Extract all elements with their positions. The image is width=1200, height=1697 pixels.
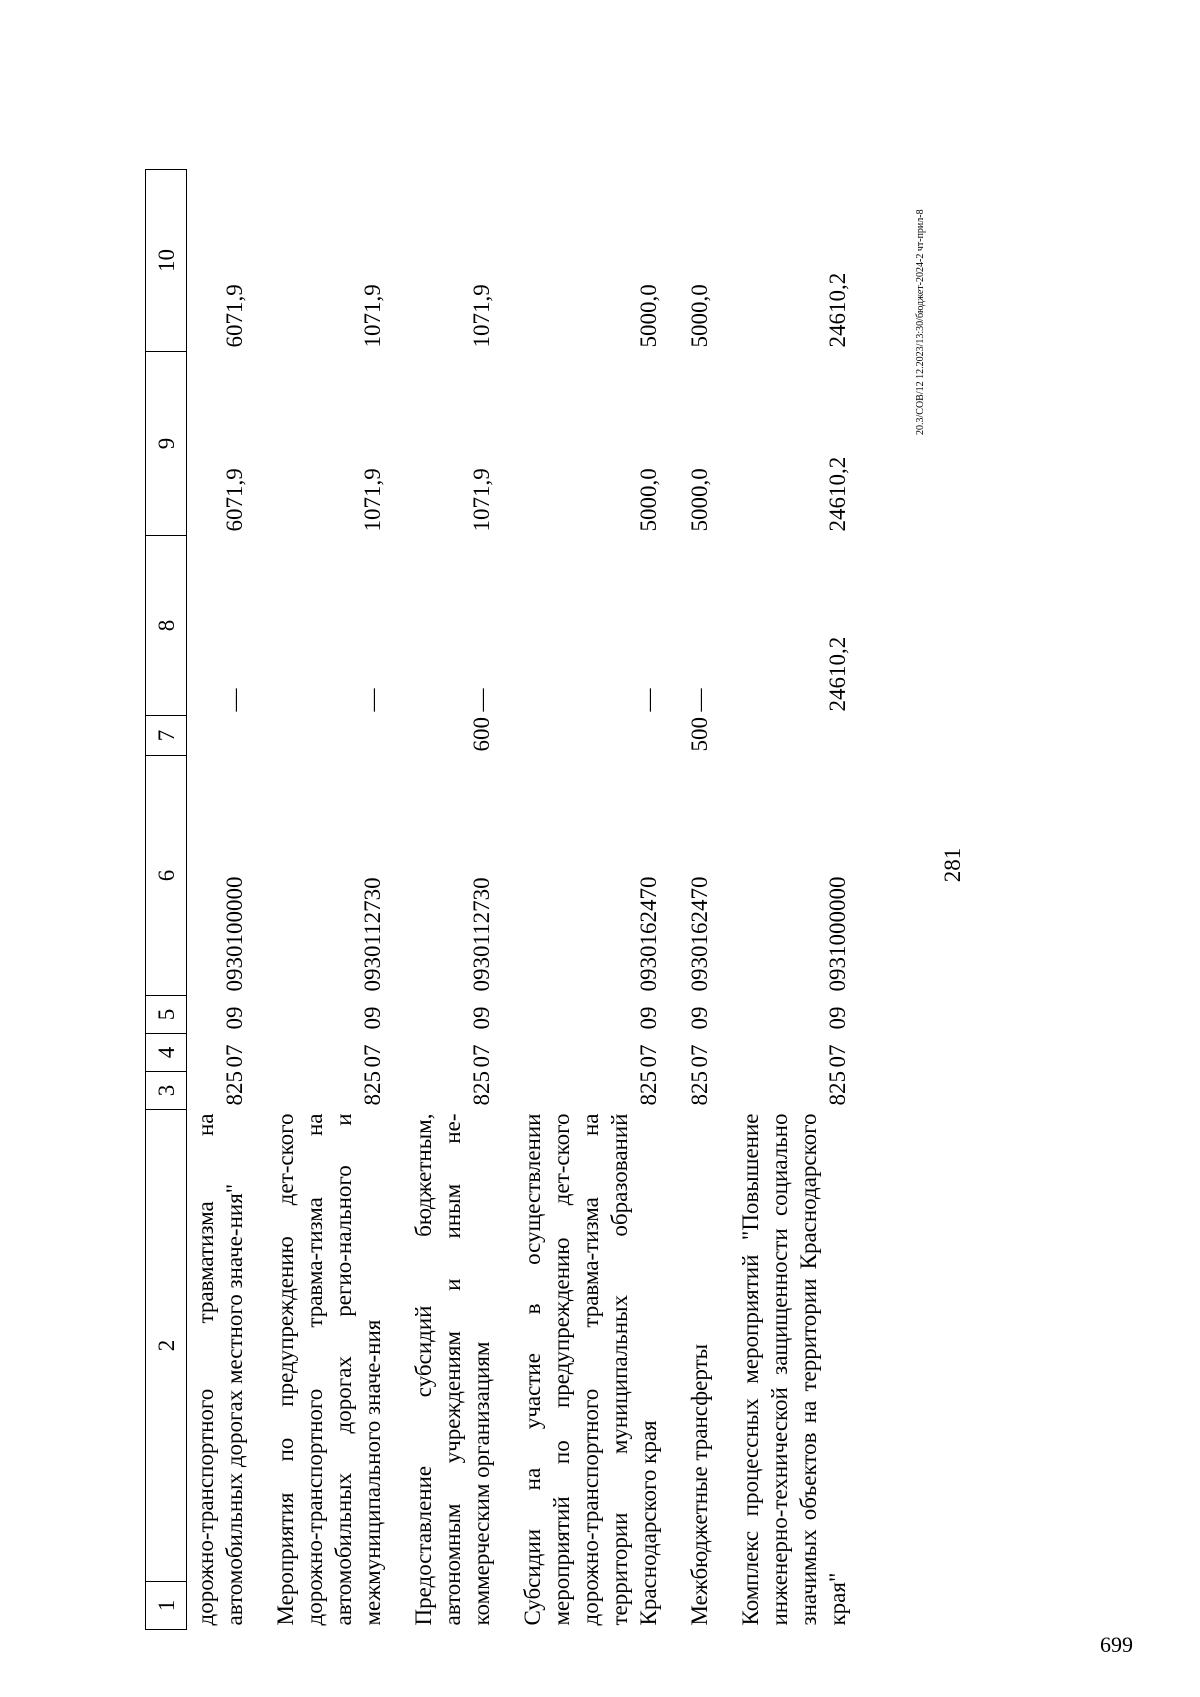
column-header: 8 (146, 536, 187, 716)
cell-col10: 6071,9 (222, 284, 247, 348)
cell-col10: 24610,2 (825, 272, 850, 348)
cell-col8: — (360, 688, 385, 712)
cell-col10: 5000,0 (687, 284, 712, 348)
cell-rz: 07 (222, 1044, 247, 1068)
cell-vr (187, 716, 250, 756)
row-name: Предоставление субсидий бюджетным, автономным учреждениям и иным не-коммерческим организациям (411, 1113, 494, 1626)
cell-ved: 825 (825, 1071, 850, 1106)
cell-col9: 6071,9 (222, 468, 247, 532)
column-header: 5 (146, 996, 187, 1034)
cell-vr (496, 716, 663, 756)
column-header: 10 (146, 170, 187, 352)
cell-col10: 5000,0 (636, 284, 661, 348)
sheet-number: 699 (1100, 1632, 1133, 1657)
row-name: Межбюджетные трансферты (687, 1343, 712, 1626)
cell-col9: 5000,0 (636, 468, 661, 532)
row-name: Комплекс процессных мероприятий "Повышение инженерно-технической защищенности социально значимых объектов на территории Краснодарского края" (738, 1113, 850, 1626)
footer-code: 20.3/СОВ/12 12.2023/13:30/бюджет-2024-2 чт-прил-8 (915, 209, 926, 435)
cell-pr: 09 (825, 1006, 850, 1030)
cell-col8: — (222, 688, 247, 712)
cell-csr: 0930112730 (360, 877, 385, 992)
table-header-row (146, 170, 187, 1630)
budget-table (145, 169, 852, 1630)
column-header: 4 (146, 1034, 187, 1072)
rotated-page (145, 100, 1045, 1630)
cell-ved: 825 (360, 1071, 385, 1106)
table-row (496, 170, 663, 1630)
row-name: Мероприятия по предупреждению дет-ского дорожно-транспортного травма-тизма на автомобильных дорогах регио-нального и межмуниципального значе-ния (273, 1113, 385, 1626)
column-header: 3 (146, 1072, 187, 1110)
row-name: Субсидии на участие в осуществлении мероприятий по предупреждению дет-ского дорожно-транспортного травма-тизма на территории муниципальных образований Краснодарского края (520, 1113, 661, 1626)
cell-col8: — (636, 688, 661, 712)
cell-vr (249, 716, 387, 756)
cell-csr: 0930100000 (222, 876, 247, 992)
cell-col9: 1071,9 (469, 468, 494, 532)
page-number: 281 (940, 847, 965, 883)
table-row (663, 170, 714, 1630)
cell-vr: 500 (687, 717, 712, 752)
cell-rz: 07 (360, 1044, 385, 1068)
column-header: 1 (146, 1582, 187, 1630)
column-header: 6 (146, 756, 187, 996)
cell-ved: 825 (222, 1071, 247, 1106)
cell-pr: 09 (222, 1006, 247, 1030)
cell-vr: 600 (469, 717, 494, 752)
cell-vr (714, 716, 852, 756)
cell-csr: 0930112730 (469, 877, 494, 992)
cell-csr: 0930162470 (687, 876, 712, 992)
cell-ved: 825 (636, 1071, 661, 1106)
cell-col8: — (469, 688, 494, 712)
cell-ved: 825 (687, 1071, 712, 1106)
cell-rz: 07 (636, 1044, 661, 1068)
cell-col10: 1071,9 (360, 284, 385, 348)
cell-rz: 07 (469, 1044, 494, 1068)
table-row (249, 170, 387, 1630)
cell-ved: 825 (469, 1071, 494, 1106)
column-header: 2 (146, 1110, 187, 1582)
cell-col8: 24610,2 (825, 636, 850, 712)
table-row (387, 170, 496, 1630)
cell-pr: 09 (687, 1006, 712, 1030)
cell-pr: 09 (469, 1006, 494, 1030)
cell-rz: 07 (687, 1044, 712, 1068)
cell-csr: 0930162470 (636, 876, 661, 992)
table-row (187, 170, 250, 1630)
cell-col10: 1071,9 (469, 284, 494, 348)
table-row (714, 170, 852, 1630)
cell-col9: 24610,2 (825, 456, 850, 532)
cell-rz: 07 (825, 1044, 850, 1068)
cell-pr: 09 (360, 1006, 385, 1030)
cell-col9: 5000,0 (687, 468, 712, 532)
column-header: 9 (146, 352, 187, 536)
cell-col9: 1071,9 (360, 468, 385, 532)
column-header: 7 (146, 716, 187, 756)
cell-pr: 09 (636, 1006, 661, 1030)
cell-csr: 0931000000 (825, 876, 850, 992)
row-name: дорожно-транспортного травматизма на автомобильных дорогах местного значе-ния" (193, 1113, 247, 1626)
cell-col8: — (687, 688, 712, 712)
